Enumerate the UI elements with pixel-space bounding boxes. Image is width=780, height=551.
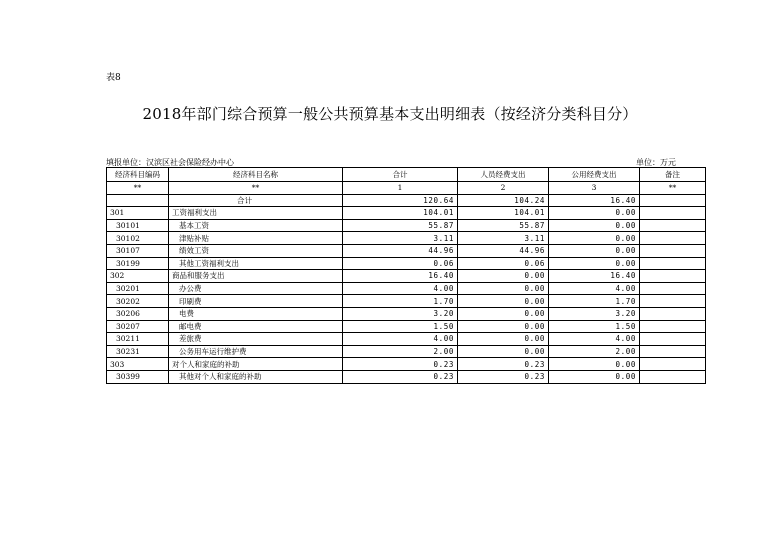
public-cell: 0.00 [549,244,640,257]
table-row [107,207,706,220]
code-cell: 302 [107,270,169,283]
public-cell: 3.20 [549,307,640,320]
total-cell: 4.00 [343,282,458,295]
note-cell [640,270,706,283]
personnel-cell: 0.00 [458,270,549,283]
total-cell: 4.00 [343,333,458,346]
public-cell: 0.00 [549,219,640,232]
total-cell: 1.50 [343,320,458,333]
personnel-cell: 3.11 [458,232,549,245]
total-cell: 120.64 [343,194,458,207]
total-cell: 3.20 [343,307,458,320]
name-cell: 其他工资福利支出 [169,257,343,270]
reporting-unit: 填报单位：汉滨区社会保险经办中心 [106,158,234,167]
name-cell: 印刷费 [169,295,343,308]
table-row [107,320,706,333]
public-cell: 1.70 [549,295,640,308]
index-cell: 2 [458,182,549,195]
code-cell: 30199 [107,257,169,270]
note-cell [640,207,706,220]
public-cell: 4.00 [549,282,640,295]
personnel-cell: 0.00 [458,307,549,320]
public-cell: 0.00 [549,207,640,220]
table-row [107,345,706,358]
note-cell [640,194,706,207]
code-cell: 30201 [107,282,169,295]
note-cell [640,219,706,232]
note-cell [640,333,706,346]
public-cell: 0.00 [549,358,640,371]
total-cell: 55.87 [343,219,458,232]
total-cell: 2.00 [343,345,458,358]
header-public: 公用经费支出 [549,168,640,182]
total-cell: 0.23 [343,358,458,371]
index-cell: 3 [549,182,640,195]
code-cell: 30231 [107,345,169,358]
total-cell: 16.40 [343,270,458,283]
header-row [107,168,706,182]
code-cell: 30202 [107,295,169,308]
note-cell [640,345,706,358]
total-cell: 0.23 [343,370,458,383]
personnel-cell: 104.01 [458,207,549,220]
name-cell: 对个人和家庭的补助 [169,358,343,371]
name-cell: 邮电费 [169,320,343,333]
header-personnel: 人员经费支出 [458,168,549,182]
header-note: 备注 [640,168,706,182]
code-cell [107,194,169,207]
note-cell [640,257,706,270]
name-cell: 其他对个人和家庭的补助 [169,370,343,383]
note-cell [640,244,706,257]
public-cell: 16.40 [549,270,640,283]
name-cell: 合计 [169,194,343,207]
total-cell: 44.96 [343,244,458,257]
code-cell: 30399 [107,370,169,383]
index-cell: ** [169,182,343,195]
code-cell: 30211 [107,333,169,346]
table-row [107,358,706,371]
public-cell: 2.00 [549,345,640,358]
name-cell: 差旅费 [169,333,343,346]
total-cell: 0.06 [343,257,458,270]
table-row [107,282,706,295]
personnel-cell: 0.06 [458,257,549,270]
table-row [107,370,706,383]
public-cell: 0.00 [549,370,640,383]
name-cell: 工资福利支出 [169,207,343,220]
header-total: 合计 [343,168,458,182]
code-cell: 30107 [107,244,169,257]
note-cell [640,295,706,308]
personnel-cell: 0.00 [458,295,549,308]
note-cell [640,370,706,383]
code-cell: 30207 [107,320,169,333]
code-cell: 30206 [107,307,169,320]
note-cell [640,232,706,245]
index-cell: ** [640,182,706,195]
note-cell [640,307,706,320]
table-row [107,194,706,207]
public-cell: 0.00 [549,232,640,245]
header-code: 经济科目编码 [107,168,169,182]
code-cell: 301 [107,207,169,220]
name-cell: 商品和服务支出 [169,270,343,283]
total-cell: 3.11 [343,232,458,245]
personnel-cell: 0.00 [458,282,549,295]
table-number: 表8 [106,73,121,83]
name-cell: 电费 [169,307,343,320]
table-row [107,270,706,283]
note-cell [640,320,706,333]
name-cell: 绩效工资 [169,244,343,257]
personnel-cell: 0.00 [458,345,549,358]
currency-unit: 单位：万元 [636,158,676,167]
public-cell: 16.40 [549,194,640,207]
table-row [107,232,706,245]
table-row [107,295,706,308]
personnel-cell: 0.00 [458,320,549,333]
table-row [107,244,706,257]
personnel-cell: 44.96 [458,244,549,257]
header-name: 经济科目名称 [169,168,343,182]
note-cell [640,358,706,371]
table-row [107,333,706,346]
name-cell: 公务用车运行维护费 [169,345,343,358]
public-cell: 1.50 [549,320,640,333]
name-cell: 津贴补贴 [169,232,343,245]
budget-table [106,167,706,384]
index-cell: ** [107,182,169,195]
note-cell [640,282,706,295]
personnel-cell: 104.24 [458,194,549,207]
name-cell: 办公费 [169,282,343,295]
table-row [107,219,706,232]
code-cell: 30101 [107,219,169,232]
index-cell: 1 [343,182,458,195]
code-cell: 303 [107,358,169,371]
code-cell: 30102 [107,232,169,245]
personnel-cell: 0.23 [458,358,549,371]
index-row [107,182,706,195]
personnel-cell: 0.00 [458,333,549,346]
personnel-cell: 0.23 [458,370,549,383]
public-cell: 0.00 [549,257,640,270]
total-cell: 104.01 [343,207,458,220]
personnel-cell: 55.87 [458,219,549,232]
table-row [107,307,706,320]
name-cell: 基本工资 [169,219,343,232]
page-title: 2018年部门综合预算一般公共预算基本支出明细表（按经济分类科目分） [142,105,638,123]
total-cell: 1.70 [343,295,458,308]
public-cell: 4.00 [549,333,640,346]
table-row [107,257,706,270]
